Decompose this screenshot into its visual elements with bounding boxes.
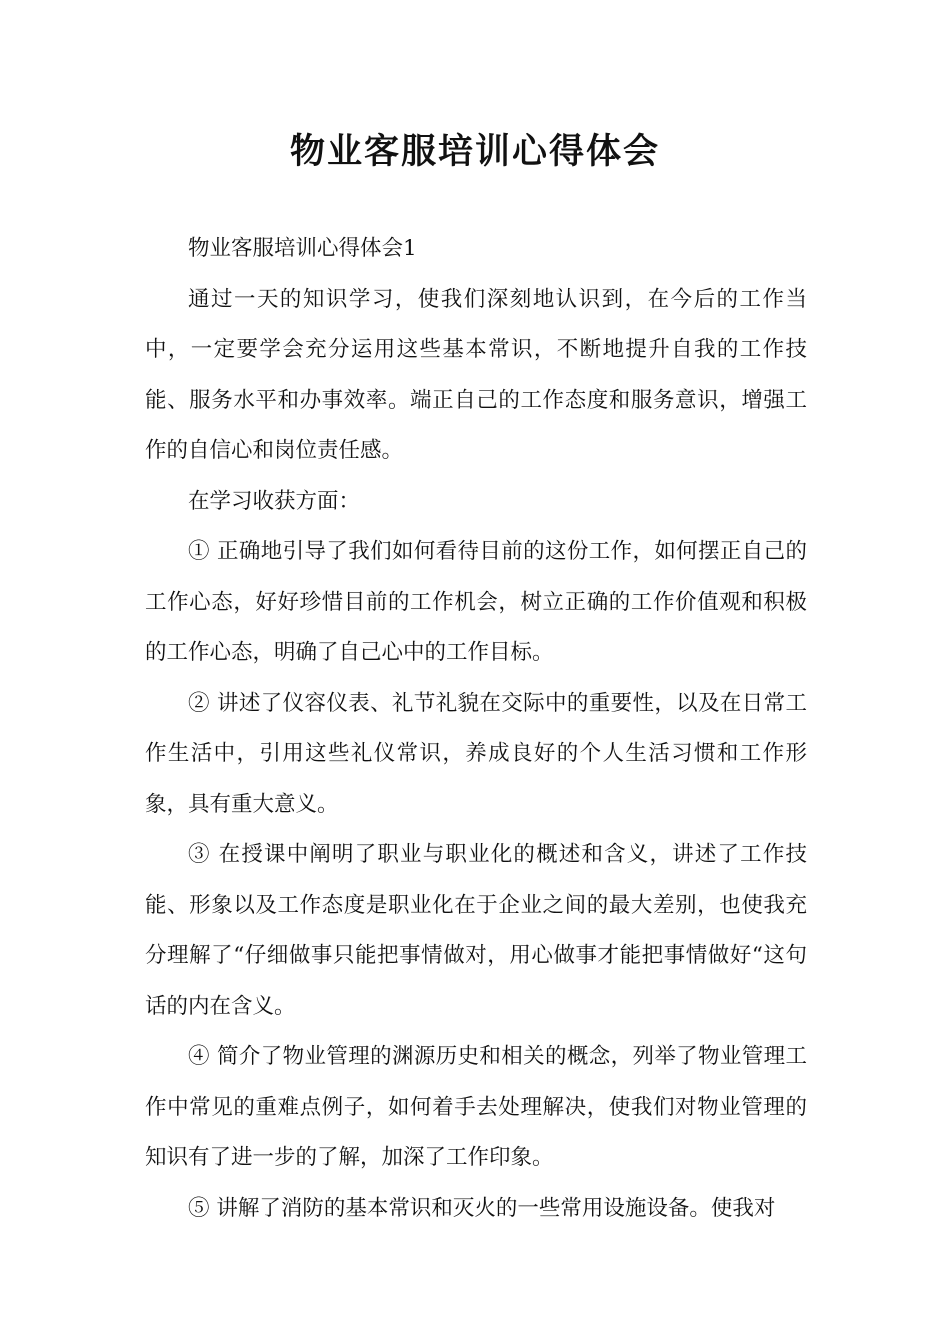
document-body bbox=[145, 224, 807, 1234]
paragraph-point-5: ⑤ 讲解了消防的基本常识和灭火的一些常用设施设备。使我对 bbox=[188, 1195, 776, 1221]
paragraph-point-2: ② 讲述了仪容仪表、礼节礼貌在交际中的重要性，以及在日常工作生活中，引用这些礼仪常识，养成良好的个人生活习惯和工作形象，具有重大意义。 bbox=[145, 690, 807, 817]
paragraph-point-3: ③ 在授课中阐明了职业与职业化的概述和含义，讲述了工作技能、形象以及工作态度是职业化在于企业之间的最大差别，也使我充分理解了“仔细做事只能把事情做对，用心做事才能把事情做好“这句话的内在含义。 bbox=[145, 842, 807, 1019]
paragraph-intro: 通过一天的知识学习，使我们深刻地认识到，在今后的工作当中，一定要学会充分运用这些基本常识，不断地提升自我的工作技能、服务水平和办事效率。端正自己的工作态度和服务意识，增强工作的自信心和岗位责任感。 bbox=[145, 286, 807, 463]
paragraph-point-1: ① 正确地引导了我们如何看待目前的这份工作，如何摆正自己的工作心态，好好珍惜目前的工作机会，树立正确的工作价值观和积极的工作心态，明确了自己心中的工作目标。 bbox=[145, 539, 807, 665]
document-title: 物业客服培训心得体会 bbox=[289, 132, 660, 172]
paragraph-point-4: ④ 简介了物业管理的渊源历史和相关的概念，列举了物业管理工作中常见的重难点例子，如何着手去处理解决，使我们对物业管理的知识有了进一步的了解，加深了工作印象。 bbox=[145, 1044, 807, 1170]
paragraph-gains-heading: 在学习收获方面： bbox=[188, 488, 361, 514]
paragraph-subtitle: 物业客服培训心得体会1 bbox=[188, 236, 417, 261]
